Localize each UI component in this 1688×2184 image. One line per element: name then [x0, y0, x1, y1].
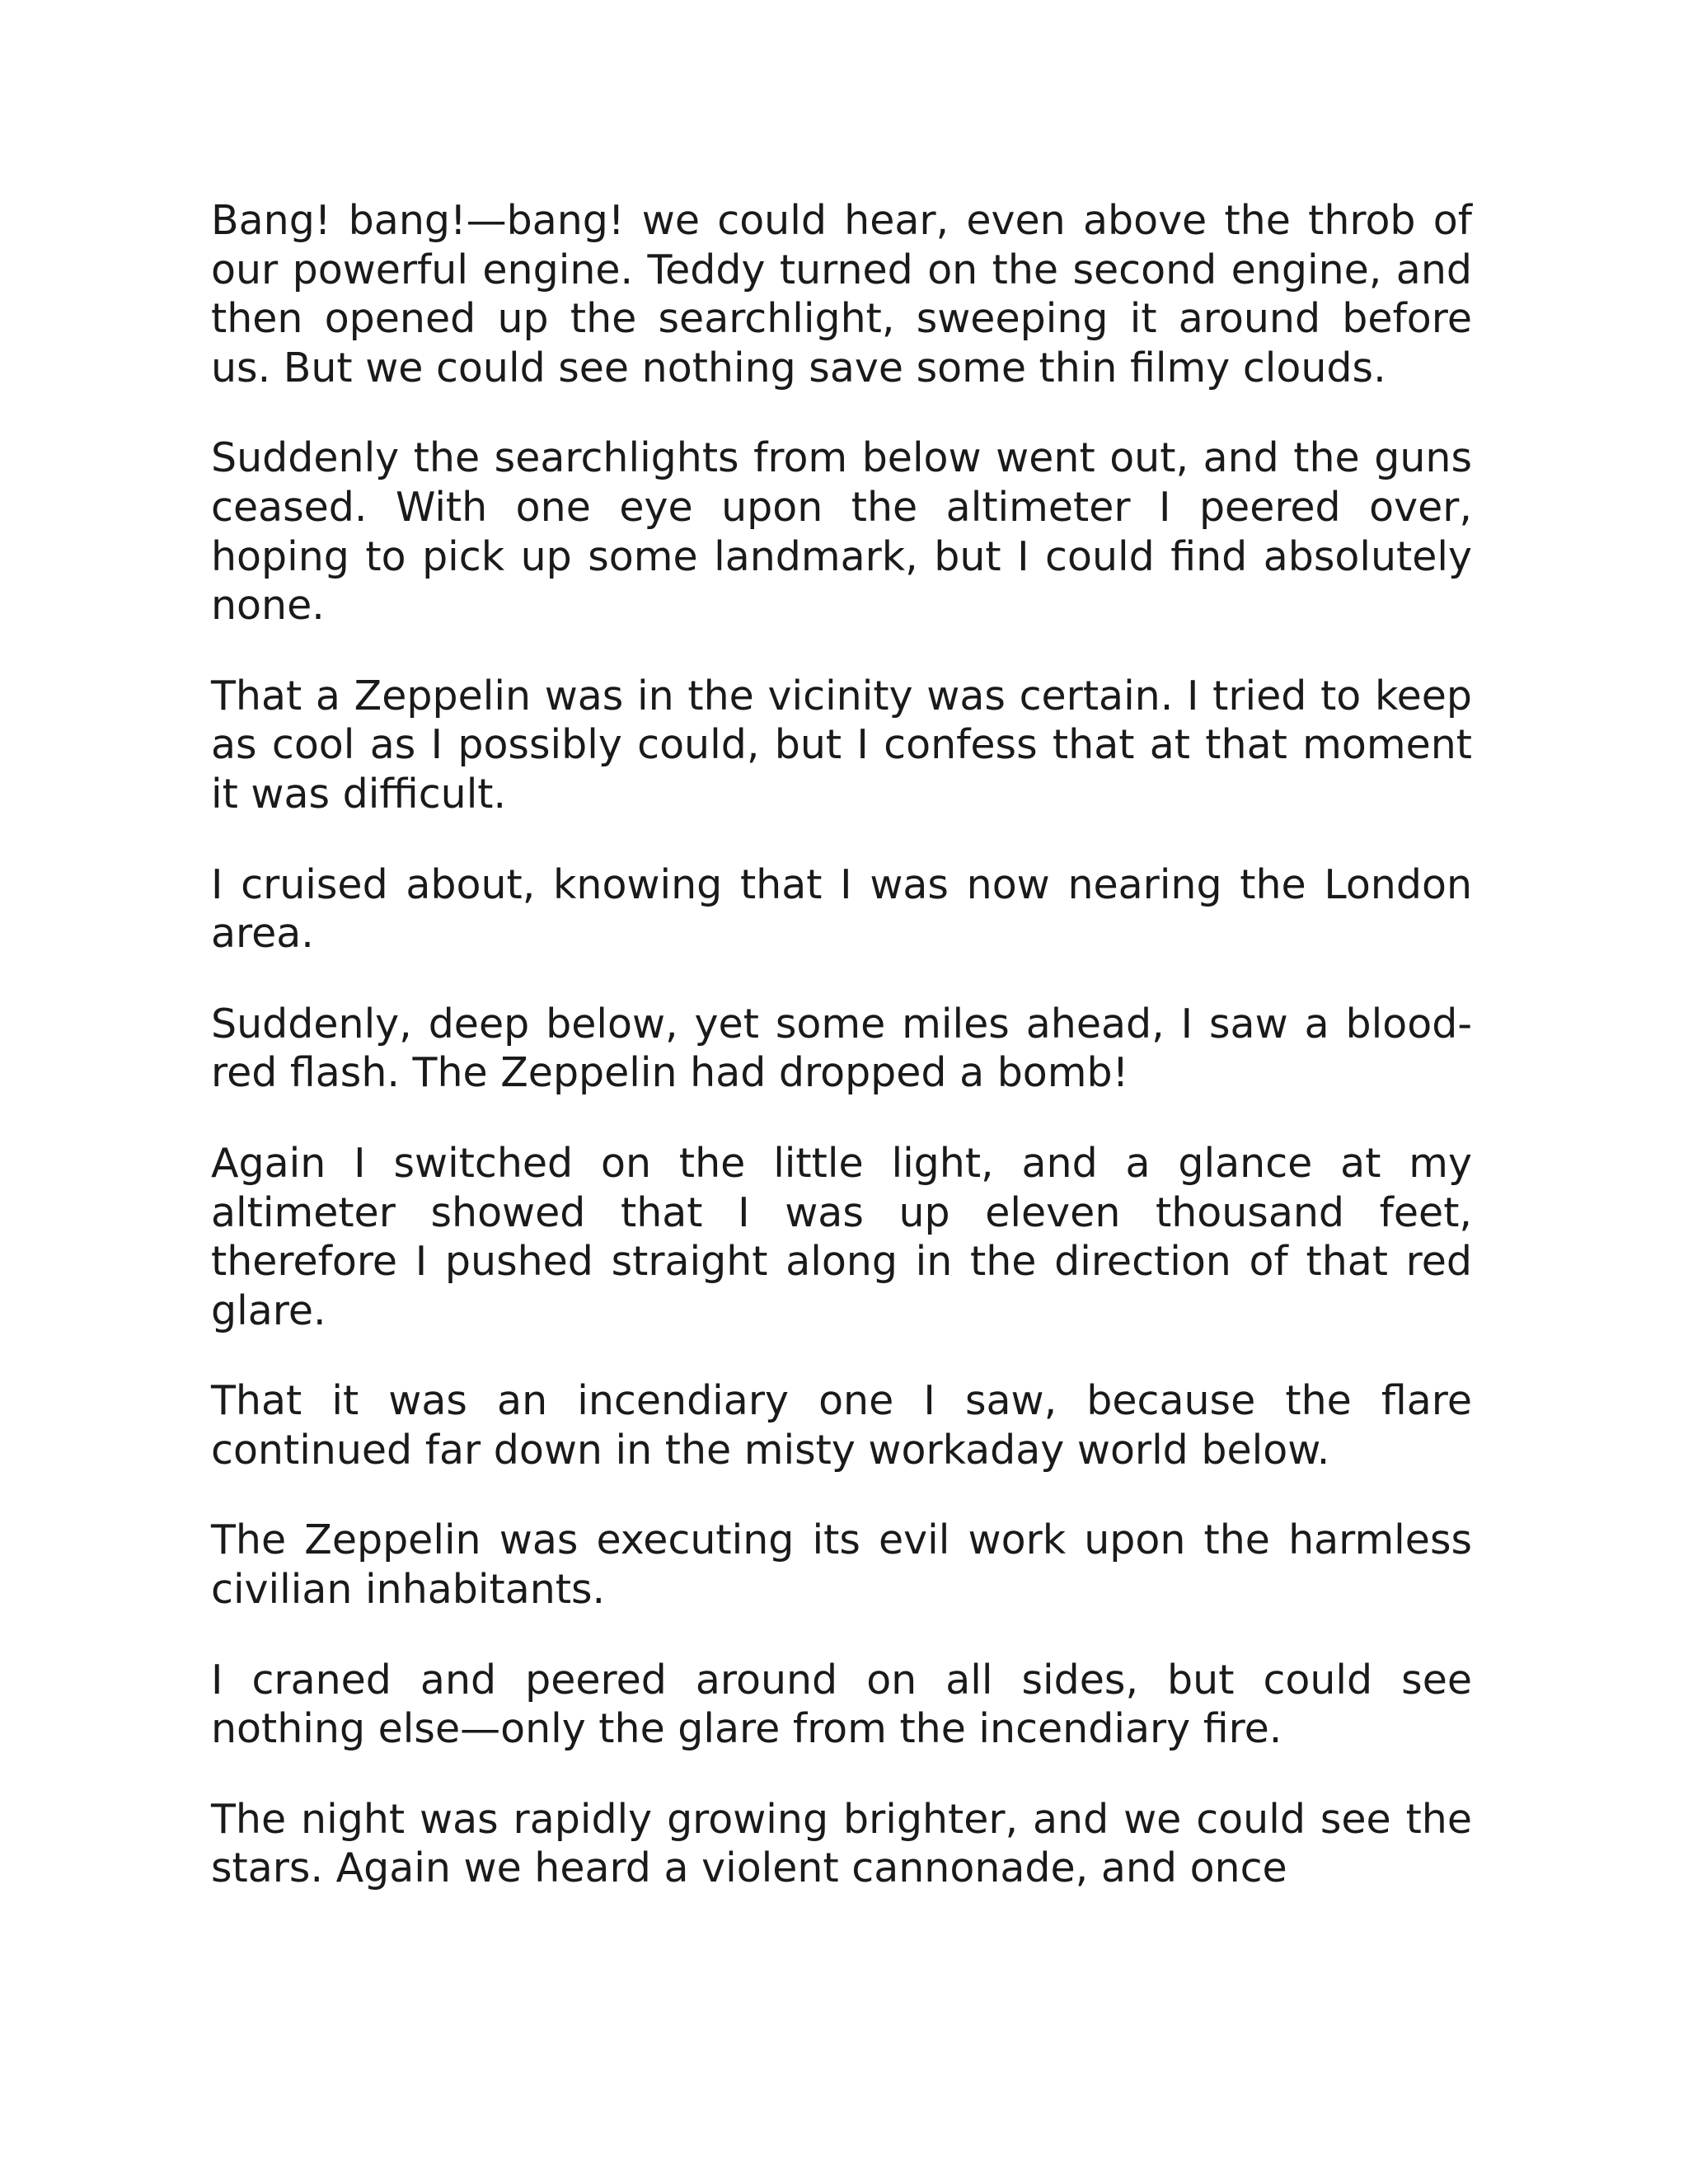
paragraph: That it was an incendiary one I saw, because the flare continued far down in the misty workaday world below.	[211, 1377, 1472, 1474]
paragraph: Suddenly the searchlights from below went out, and the guns ceased. With one eye upon the altimeter I peered over, hoping to pick up some landmark, but I could find absolutely none.	[211, 434, 1472, 630]
paragraph: The night was rapidly growing brighter, and we could see the stars. Again we heard a violent cannonade, and once	[211, 1795, 1472, 1892]
paragraph: I cruised about, knowing that I was now nearing the London area.	[211, 860, 1472, 958]
paragraph: Bang! bang!—bang! we could hear, even above the throb of our powerful engine. Teddy turned on the second engine, and then opened up the searchlight, sweeping it around before us. But we could see nothing save some thin filmy clouds.	[211, 197, 1472, 391]
body-text	[211, 196, 1472, 1934]
paragraph: Again I switched on the little light, and a glance at my altimeter showed that I was up eleven thousand feet, therefore I pushed straight along in the direction of that red glare.	[211, 1139, 1472, 1334]
paragraph: That a Zeppelin was in the vicinity was certain. I tried to keep as cool as I possibly could, but I confess that at that moment it was difficult.	[211, 672, 1472, 818]
paragraph: The Zeppelin was executing its evil work upon the harmless civilian inhabitants.	[211, 1516, 1472, 1614]
paragraph: I craned and peered around on all sides, but could see nothing else—only the glare from the incendiary fire.	[211, 1656, 1472, 1753]
paragraph: Suddenly, deep below, yet some miles ahead, I saw a blood-red flash. The Zeppelin had dropped a bomb!	[211, 1000, 1472, 1097]
